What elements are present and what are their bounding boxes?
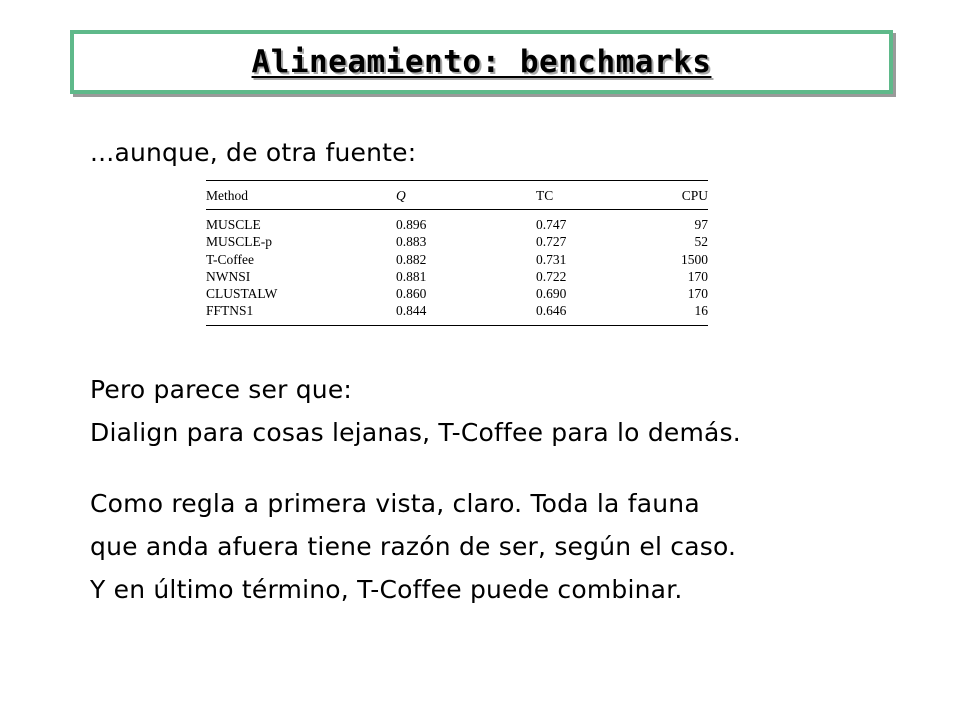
cell-q: 0.844 <box>396 303 427 319</box>
benchmark-table <box>206 180 708 326</box>
cell-tc: 0.747 <box>536 217 567 233</box>
cell-tc: 0.727 <box>536 234 567 250</box>
table-header-row <box>206 181 708 210</box>
cell-q: 0.881 <box>396 268 427 284</box>
header-q: Q <box>396 181 536 210</box>
slide-title: Alineamiento: benchmarks <box>251 44 712 80</box>
intro-text: ...aunque, de otra fuente: <box>90 138 417 167</box>
cell-cpu: 16 <box>694 303 708 319</box>
cell-method: FFTNS1 <box>206 303 254 319</box>
cell-q: 0.883 <box>396 234 427 250</box>
cell-method: NWNSI <box>206 268 251 284</box>
cell-tc: 0.646 <box>536 303 567 319</box>
cell-method: MUSCLE <box>206 217 261 233</box>
cell-cpu: 1500 <box>681 251 708 267</box>
slide-title-box <box>70 30 893 94</box>
cell-method: T-Coffee <box>206 251 254 267</box>
cell-cpu: 170 <box>687 286 708 302</box>
cell-q: 0.882 <box>396 251 427 267</box>
table-row <box>206 302 708 325</box>
paragraph1-line1: Pero parece ser que: <box>90 375 353 404</box>
paragraph1-line2: Dialign para cosas lejanas, T-Coffee para lo demás. <box>90 418 741 447</box>
header-cpu: CPU <box>636 181 708 210</box>
cell-method: CLUSTALW <box>206 286 278 302</box>
cell-q: 0.860 <box>396 286 427 302</box>
paragraph2-line1: Como regla a primera vista, claro. Toda la fauna <box>90 489 700 518</box>
cell-method: MUSCLE-p <box>206 234 273 250</box>
cell-q: 0.896 <box>396 217 427 233</box>
table-row <box>206 233 708 250</box>
header-method: Method <box>206 181 396 210</box>
paragraph2-line2: que anda afuera tiene razón de ser, según el caso. <box>90 532 737 561</box>
cell-cpu: 97 <box>694 217 708 233</box>
table-row <box>206 210 708 234</box>
table-row <box>206 285 708 302</box>
cell-cpu: 52 <box>694 234 708 250</box>
cell-tc: 0.722 <box>536 268 567 284</box>
table-row <box>206 268 708 285</box>
paragraph2-line3: Y en último término, T-Coffee puede combinar. <box>90 575 683 604</box>
cell-tc: 0.731 <box>536 251 567 267</box>
cell-tc: 0.690 <box>536 286 567 302</box>
table-row <box>206 251 708 268</box>
cell-cpu: 170 <box>687 268 708 284</box>
header-tc: TC <box>536 181 636 210</box>
